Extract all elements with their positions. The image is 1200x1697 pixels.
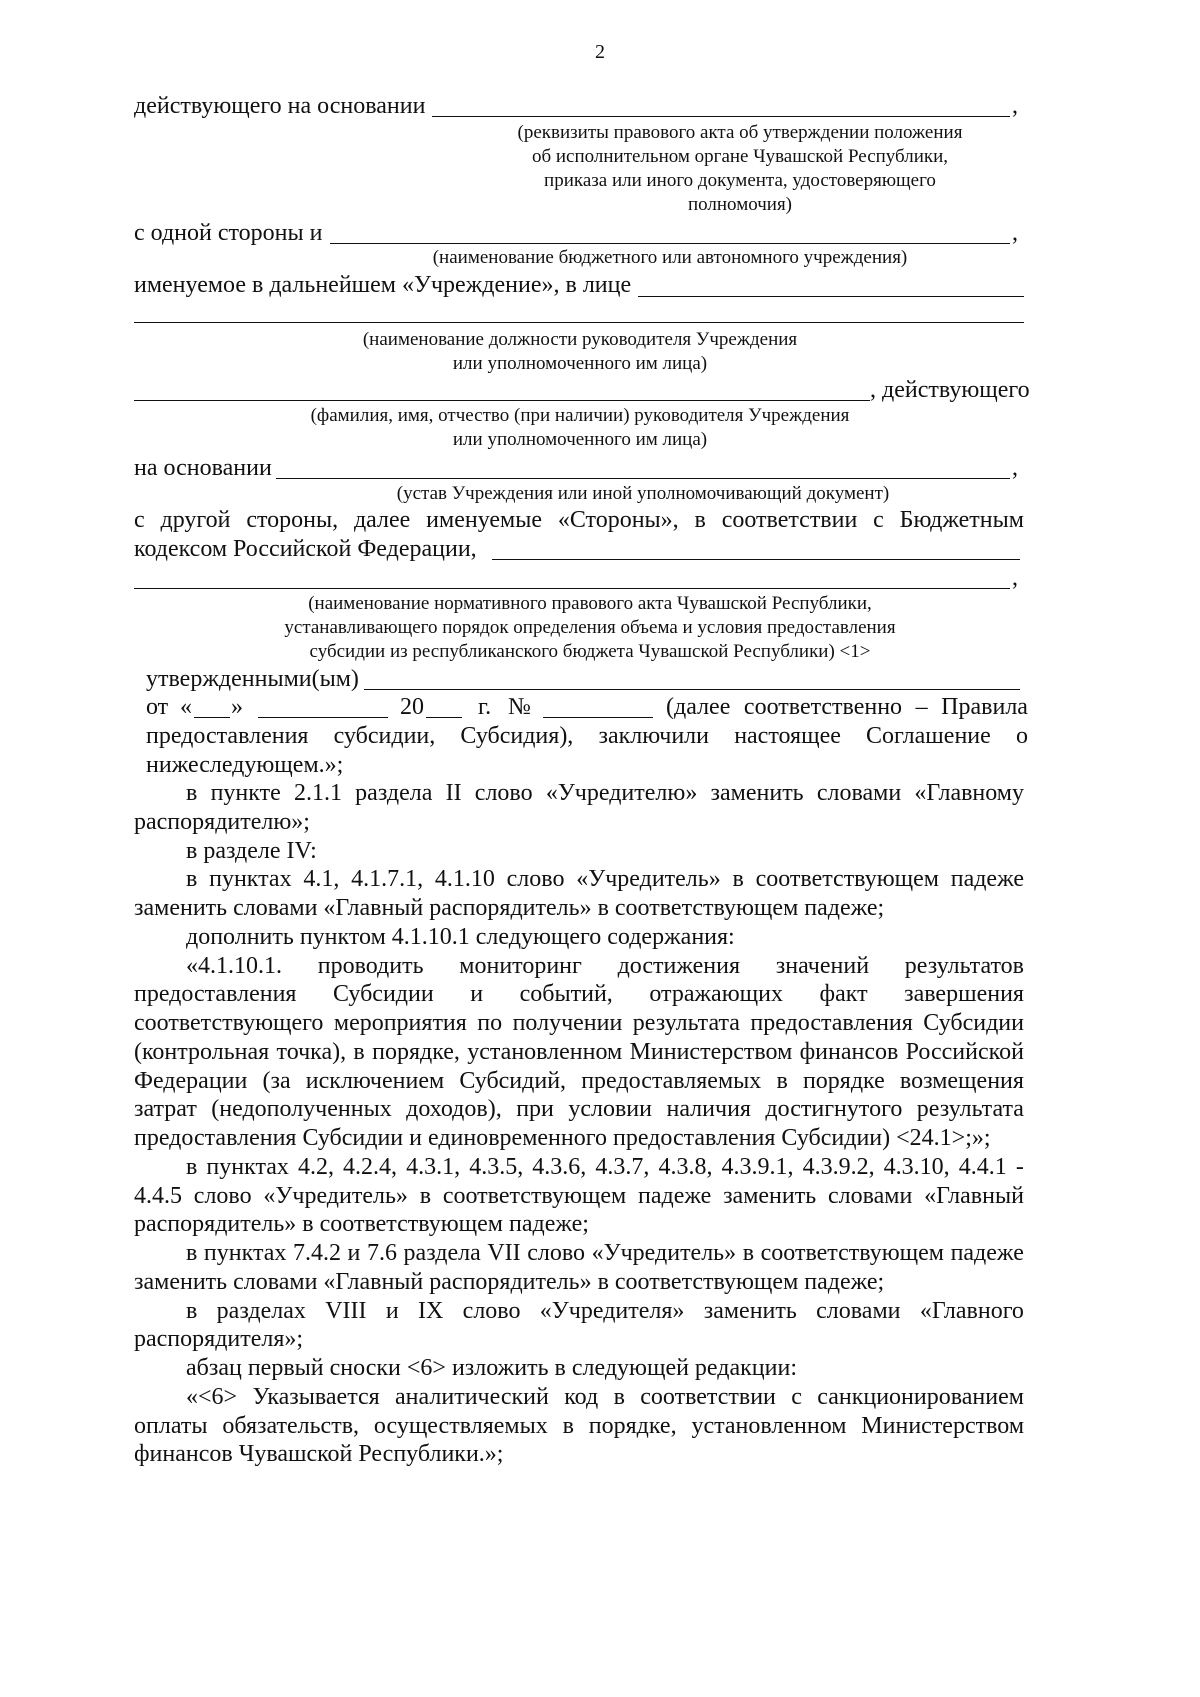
blank-position-line [134,322,1024,323]
word: исключением [305,1068,445,1094]
word: 4.3.8, [658,1154,713,1180]
comma: , [1012,455,1018,481]
word: 4.3.1, [406,1154,461,1180]
word: слово [506,866,565,892]
caption-normative [150,592,1030,664]
word: Субсидии [923,1010,1024,1036]
word: факт [819,981,868,1007]
word: соответственно [743,694,903,720]
paragraph-line [186,1296,1024,1326]
word: 4.3.9.1, [721,1154,794,1180]
from-rest [666,692,1028,722]
page-number: 2 [595,41,605,63]
word: слово [527,1240,586,1266]
word: «4.1.10.1. [186,953,282,979]
word: слово [193,1183,252,1209]
word: раздела [355,780,433,806]
word: результата [916,1096,1024,1122]
blank-year [426,717,462,718]
word: Министерством [861,1413,1024,1439]
from-year: 20 [400,694,424,720]
word: осуществляемых [373,1413,548,1439]
word: санкционированием [817,1384,1024,1410]
word: «Главный [924,1183,1024,1209]
word: Российской [905,1039,1024,1065]
blank-fio [134,400,870,401]
word: предоставления [750,1010,913,1036]
word: в [186,1154,198,1180]
word: установленном [467,1039,623,1065]
word: VIII [325,1298,367,1324]
word: субсидии, [333,723,436,749]
word: 4.1, [303,866,340,892]
paragraph-line: заменить словами «Главный распорядитель» в соответствующем падеже; [134,1269,885,1295]
named-text: именуемое в дальнейшем «Учреждение», в лице [134,272,632,298]
word: другой [160,507,231,533]
word: Субсидии [333,981,434,1007]
caption-legal-act [440,121,1040,217]
word: 4.2, [297,1154,334,1180]
caption-line: (наименование должности руководителя Учреждения [362,329,798,350]
caption-charter: (устав Учреждения или иной уполномочивающий документ) [396,483,890,504]
word: 4.1.10 [434,866,495,892]
word: Указывается [252,1384,380,1410]
paragraph-line [134,1066,1024,1096]
paragraph-line [134,1037,1024,1067]
other-side-line [134,505,1024,535]
caption-position [230,328,930,376]
comma: , [1012,93,1018,119]
paragraph-line [134,1008,1024,1038]
word: и [385,1298,399,1324]
word: в [776,1068,788,1094]
word: с [873,507,884,533]
word: (далее [666,694,731,720]
paragraph-line [134,1411,1024,1441]
word: пунктах [206,1154,289,1180]
word: в [186,1240,198,1266]
word: соответствующем [755,866,939,892]
word: «Учредителя» [539,1298,685,1324]
paragraph-line: финансов Чувашской Республики.»; [134,1441,504,1467]
word: разделах [216,1298,306,1324]
caption-line: (фамилия, имя, отчество (при наличии) руководителя Учреждения [310,405,850,426]
paragraph-line [186,1238,1024,1268]
paragraph-line [186,864,1024,894]
word: пунктах [203,1240,287,1266]
paragraph-line: заменить словами «Главный распорядитель» в соответствующем падеже; [134,895,885,921]
paragraph-line [186,778,1024,808]
paragraph-line [134,1094,1024,1124]
word: в [732,866,744,892]
word: - [1015,1154,1024,1180]
word: Федерации [134,1068,248,1094]
word: затрат [134,1096,197,1122]
caption-line: об исполнительном органе Чувашской Республики, [531,146,949,167]
word: заменить [710,780,804,806]
word: заменить [723,1183,817,1209]
word: заменить [703,1298,797,1324]
word: в [562,1413,574,1439]
word: словами [816,1298,901,1324]
word: предоставления [134,981,297,1007]
word: пунктах [209,866,292,892]
word: 4.4.5 [134,1183,182,1209]
word: (за [262,1068,291,1094]
word: в [419,1183,432,1209]
comma: , [1012,220,1018,246]
ending-text: нижеследующем.»; [146,752,344,778]
blank-month [258,717,388,718]
word: 7.4.2 [292,1240,341,1266]
comma: , [1012,565,1018,591]
paragraph-line: распорядителю»; [134,809,310,835]
caption-institution: (наименование бюджетного или автономного учреждения) [432,247,908,268]
word: завершения [904,981,1024,1007]
word: финансов [799,1039,899,1065]
word: «Стороны», [557,507,679,533]
word: предоставления [146,723,309,749]
word: и [470,981,484,1007]
word: Правила [941,694,1028,720]
code-text: кодексом Российской Федерации, [134,536,477,562]
word: 4.4.1 [958,1154,1007,1180]
word: Субсидий, [459,1068,567,1094]
word: стороны, [246,507,339,533]
word: 4.3.6, [532,1154,587,1180]
word: «Учредителю» [545,780,698,806]
word: в [694,507,706,533]
word: словами [827,1183,913,1209]
word: (контрольная [134,1039,270,1065]
word: II [445,780,462,806]
from-g: г. [478,694,492,720]
word: в [742,1240,755,1266]
word: значений [775,953,870,979]
blank-code [492,559,1020,560]
word: установленном [691,1413,847,1439]
word: соответствующем [442,1183,627,1209]
from-no: № [508,694,531,720]
word: отражающих [649,981,783,1007]
word: заключили [598,723,710,749]
word: слово [474,780,533,806]
word: событий, [519,981,613,1007]
word: «Главного [919,1298,1024,1324]
word: «Главному [914,780,1024,806]
word: 4.3.5, [469,1154,524,1180]
caption-line: приказа или иного документа, удостоверяющего [544,170,936,191]
caption-fio [230,404,930,452]
word: именуемые [426,507,542,533]
word: возмещения [899,1068,1024,1094]
word: Соглашение [866,723,991,749]
word: Министерством [629,1039,793,1065]
word: код [564,1384,599,1410]
word: соответствии [721,507,858,533]
paragraph-line [186,1382,1024,1412]
paragraph-line [186,951,1024,981]
word: при [516,1096,554,1122]
blank-charter [276,478,1010,479]
paragraph-line: распорядителя»; [134,1326,304,1352]
word: «<6> [186,1384,238,1410]
paragraph-line: предоставления Субсидии и единовременного предоставления Субсидии) <24.1>;»; [134,1125,991,1151]
from-quote-close: » [231,694,243,720]
word: Бюджетным [899,507,1024,533]
word: 7.6 [366,1240,397,1266]
word: условии [568,1096,652,1122]
word: «Учредитель» [591,1240,737,1266]
word: проводить [317,953,424,979]
acting-text: , действующего [870,377,1030,403]
caption-line: или уполномоченного им лица) [452,429,708,450]
caption-line: (реквизиты правового акта об утверждении положения [517,122,963,143]
word: IX [418,1298,444,1324]
word: аналитический [395,1384,549,1410]
word: 4.3.9.2, [802,1154,875,1180]
word: пункте [210,780,281,806]
word: получении [512,1010,623,1036]
paragraph-line [134,1181,1024,1211]
word: оплаты [134,1413,208,1439]
blank-institution [330,243,1010,244]
word: «Учредитель» [576,866,721,892]
word: порядке [802,1068,885,1094]
word: настоящее [734,723,841,749]
word: 4.3.7, [595,1154,650,1180]
word: VII [487,1240,521,1266]
word: – [915,694,928,720]
caption-line: устанавливающего порядок определения объема и условия предоставления [284,617,896,638]
caption-line: (наименование нормативного правового акта Чувашской Республики, [308,593,872,614]
word: далее [353,507,411,533]
caption-line: или уполномоченного им лица) [452,353,708,374]
approved-text: утвержденными(ым) [146,666,359,692]
word: раздела [403,1240,481,1266]
word: соответствии [640,1384,776,1410]
on-basis-text: на основании [134,455,272,481]
from-ot: от [146,694,169,720]
word: порядке, [372,1039,460,1065]
paragraph-line [186,1152,1024,1182]
word: 4.2.4, [343,1154,398,1180]
word: мониторинг [459,953,582,979]
blank-normative [134,588,1010,589]
caption-line: полномочия) [687,194,793,215]
word: соответствующем [760,1240,944,1266]
word: словами [816,780,902,806]
word: Субсидия), [460,723,574,749]
word: мероприятия [333,1010,467,1036]
subsidy-line [146,721,1028,751]
word: слово [462,1298,521,1324]
word: падеже [950,1240,1024,1266]
word: предоставляемых [581,1068,762,1094]
word: достижения [617,953,741,979]
word: 4.3.10, [883,1154,950,1180]
word: обязательств, [222,1413,360,1439]
word: о [1015,723,1028,749]
paragraph-line: распорядитель» в соответствующем падеже; [134,1211,589,1237]
word: в [186,866,198,892]
paragraph-line: в разделе IV: [186,838,317,864]
word: достигнутого [765,1096,903,1122]
one-side-text: с одной стороны и [134,220,323,246]
blank-person [638,296,1024,297]
blank-approved [364,689,1020,690]
from-quote-open: « [180,694,192,720]
word: наличия [666,1096,751,1122]
word: 4.1.7.1, [351,866,424,892]
blank-day [194,717,230,718]
word: точка), [276,1039,347,1065]
paragraph-line [134,979,1024,1009]
acting-basis-text: действующего на основании [134,93,426,119]
word: 2.1.1 [293,780,342,806]
word: с [134,507,145,533]
word: (недополученных [211,1096,392,1122]
word: в [613,1384,625,1410]
word: в [186,780,198,806]
paragraph-line: абзац первый сноски <6> изложить в следующей редакции: [186,1355,797,1381]
blank-legal-act [432,116,1010,117]
word: доходов), [406,1096,502,1122]
caption-line: субсидии из республиканского бюджета Чувашской Республики) <1> [309,641,871,662]
word: в [186,1298,198,1324]
word: падеже [638,1183,712,1209]
word: с [791,1384,802,1410]
word: в [353,1039,365,1065]
word: соответствующего [134,1010,324,1036]
word: и [347,1240,361,1266]
word: по [477,1010,503,1036]
word: «Учредитель» [263,1183,408,1209]
blank-number [543,717,653,718]
word: результата [632,1010,740,1036]
word: падеже [950,866,1024,892]
word: порядке, [588,1413,677,1439]
paragraph-line: дополнить пунктом 4.1.10.1 следующего содержания: [186,924,735,950]
word: результатов [904,953,1024,979]
